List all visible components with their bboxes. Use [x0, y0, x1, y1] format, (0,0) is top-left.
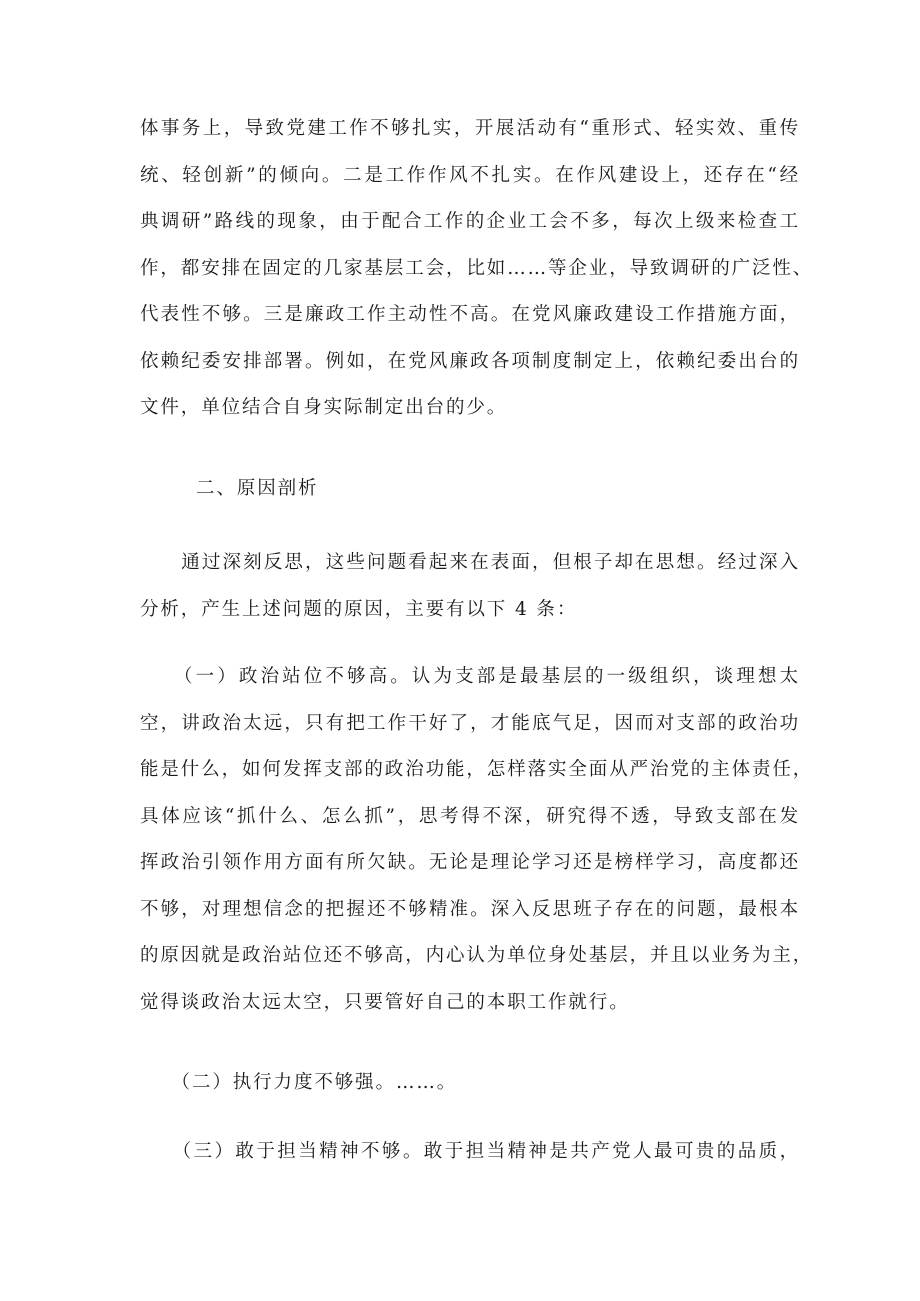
- paragraph-cause-one: [140, 654, 814, 1026]
- text-line: 体事务上，导致党建工作不够扎实，开展活动有“重形式、轻实效、重传: [140, 118, 800, 139]
- text-line: 作，都安排在固定的几家基层工会，比如……等企业，导致调研的广泛性、: [140, 257, 814, 279]
- text-line: （三）敢于担当精神不够。敢于担当精神是共产党人最可贵的品质，: [140, 1141, 800, 1162]
- text-line: 典调研”路线的现象，由于配合工作的企业工会不多，每次上级来检查工: [140, 211, 800, 232]
- text-line: （一）政治站位不够高。认为支部是最基层的一级组织，谈理想太: [140, 666, 800, 687]
- text-line: 代表性不够。三是廉政工作主动性不高。在党风廉政建设工作措施方面，: [140, 304, 800, 325]
- paragraph-cause-three: [140, 1129, 800, 1176]
- paragraph-work-style-issues: [140, 106, 814, 432]
- section-heading-cause-analysis: [140, 466, 800, 513]
- text-line: 能是什么，如何发挥支部的政治功能，怎样落实全面从严治党的主体责任，: [140, 759, 814, 780]
- text-line: 文件，单位结合自身实际制定出台的少。: [140, 397, 508, 418]
- text-line: （二）执行力度不够强。……。: [140, 1072, 458, 1093]
- text-line: 不够，对理想信念的把握还不够精准。深入反思班子存在的问题，最根本: [140, 898, 800, 920]
- text-line: 挥政治引领作用方面有所欠缺。无论是理论学习还是榜样学习，高度都还: [140, 852, 800, 873]
- paragraph-cause-two: [140, 1060, 800, 1107]
- paragraph-reflection-intro: [140, 540, 800, 633]
- text-line: 分析，产生上述问题的原因，主要有以下 4 条：: [140, 598, 578, 620]
- text-line: 觉得谈政治太远太空，只要管好自己的本职工作就行。: [140, 991, 630, 1013]
- text-line: 的原因就是政治站位还不够高，内心认为单位身处基层，并且以业务为主，: [140, 945, 814, 966]
- text-line: 依赖纪委安排部署。例如，在党风廉政各项制度制定上，依赖纪委出台的: [140, 350, 800, 372]
- text-line: 统、轻创新”的倾向。二是工作作风不扎实。在作风建设上，还存在“经: [140, 164, 800, 186]
- text-line: 通过深刻反思，这些问题看起来在表面，但根子却在思想。经过深入: [140, 552, 800, 573]
- heading-text: 二、原因剖析: [196, 478, 319, 499]
- text-line: 具体应该“抓什么、怎么抓”，思考得不深，研究得不透，导致支部在发: [140, 805, 800, 827]
- text-line: 空，讲政治太远，只有把工作干好了，才能底气足，因而对支部的政治功: [140, 712, 800, 734]
